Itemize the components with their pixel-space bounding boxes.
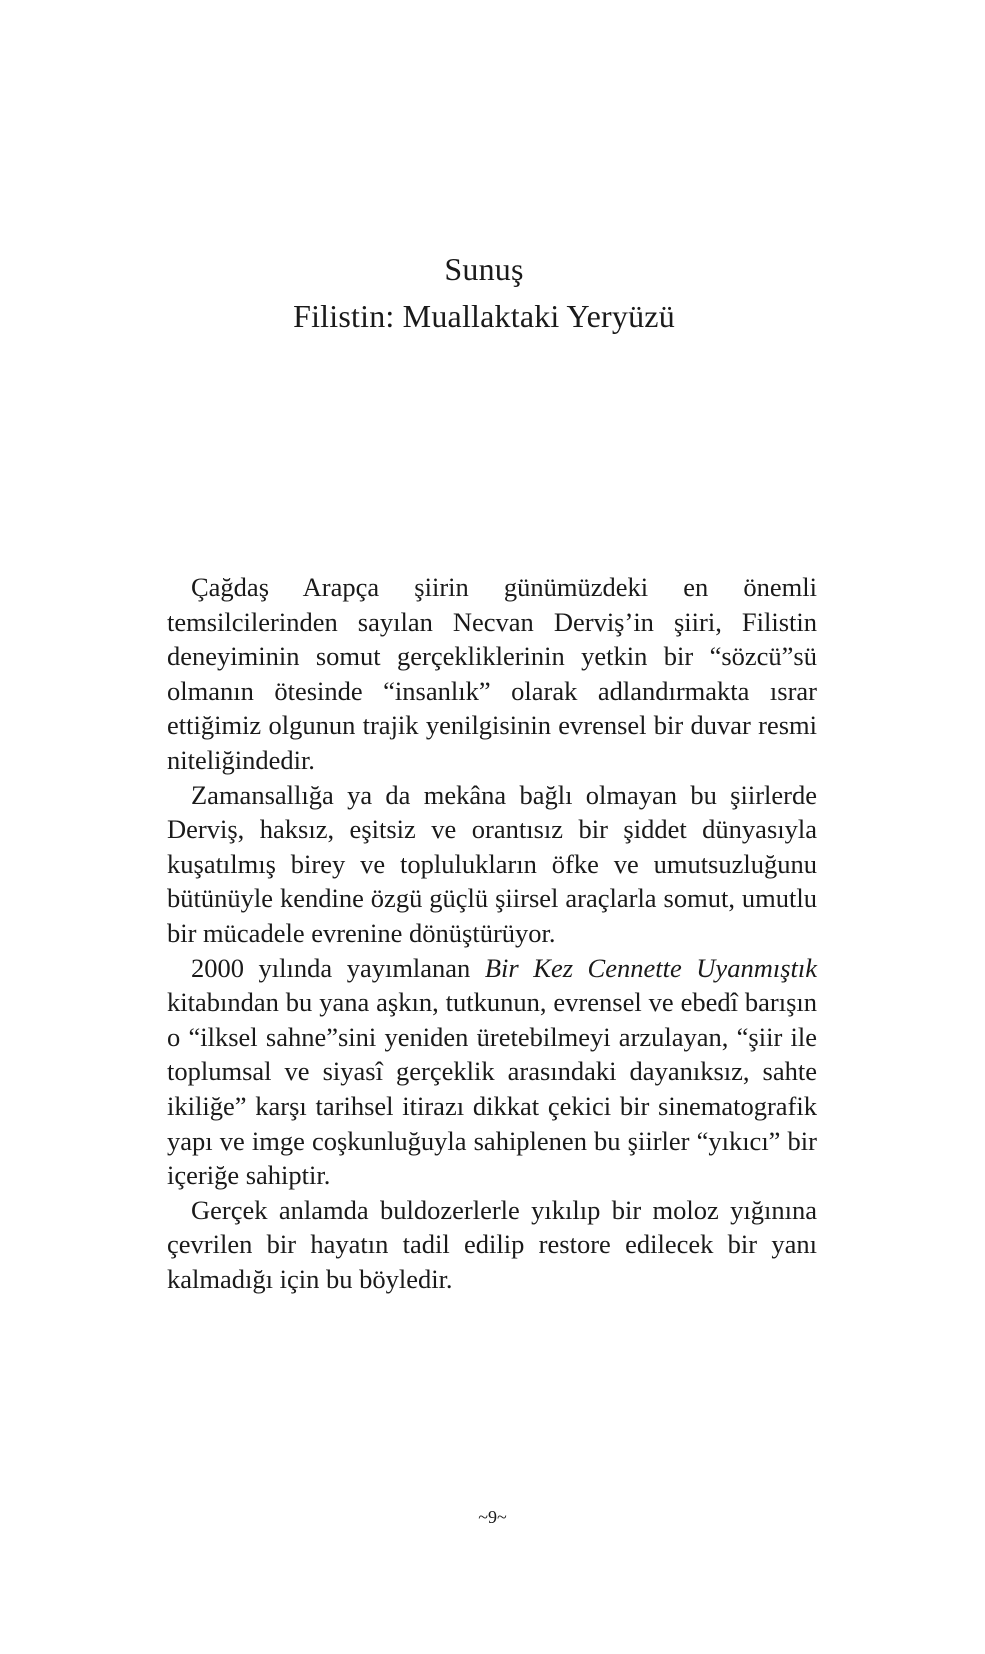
paragraph-4 (167, 1193, 817, 1297)
paragraph-3-text-start: 2000 yılında yayımlanan (191, 952, 485, 983)
body-text (167, 570, 817, 1296)
heading-line-1: Sunuş (444, 251, 524, 287)
chapter-heading (150, 246, 818, 340)
paragraph-1 (167, 570, 817, 778)
book-title-italic: Bir Kez Cennette Uyanmıştık (484, 952, 817, 983)
paragraph-1-text: Çağdaş Arapça şiirin günümüzdeki en önemli temsilcilerinden sayılan Necvan Derviş’in şiiri, Filistin deneyiminin somut gerçekliklerinin yetkin bir “sözcü”sü olmanın ötesinde “insanlık” olarak adlandırmakta ısrar ettiğimiz olgunun trajik yenilgisinin evrensel bir duvar resmi niteliğindedir. (167, 572, 817, 775)
paragraph-3-text-end: kitabından bu yana aşkın, tutkunun, evrensel ve ebedî barışın o “ilksel sahne”sini yeniden üretebilmeyi arzulayan, “şiir ile toplumsal ve siyasî gerçeklik arasındaki dayanıksız, sahte ikiliğe” karşı tarihsel itirazı dikkat çekici bir sinematografik yapı ve imge coşkunluğuyla sahiplenen bu şiirler “yıkıcı” bir içeriğe sahiptir. (167, 987, 817, 1191)
paragraph-4-text: Gerçek anlamda buldozerlerle yıkılıp bir moloz yığınına çevrilen bir hayatın tadil edilip restore edilecek bir yanı kalmadığı için bu böyledir. (167, 1194, 817, 1294)
paragraph-2 (167, 778, 817, 951)
paragraph-3 (167, 951, 817, 1193)
paragraph-2-text: Zamansallığa ya da mekâna bağlı olmayan bu şiirlerde Derviş, haksız, eşitsiz ve orantısız bir şiddet dünyasıyla kuşatılmış birey ve toplulukların öfke ve umutsuzluğunu bütünüyle kendine özgü güçlü şiirsel araçlarla somut, umutlu bir mücadele evrenine dönüştürüyor. (167, 779, 817, 948)
page-number: ~9~ (478, 1507, 507, 1527)
heading-line-2: Filistin: Muallaktaki Yeryüzü (293, 298, 675, 334)
